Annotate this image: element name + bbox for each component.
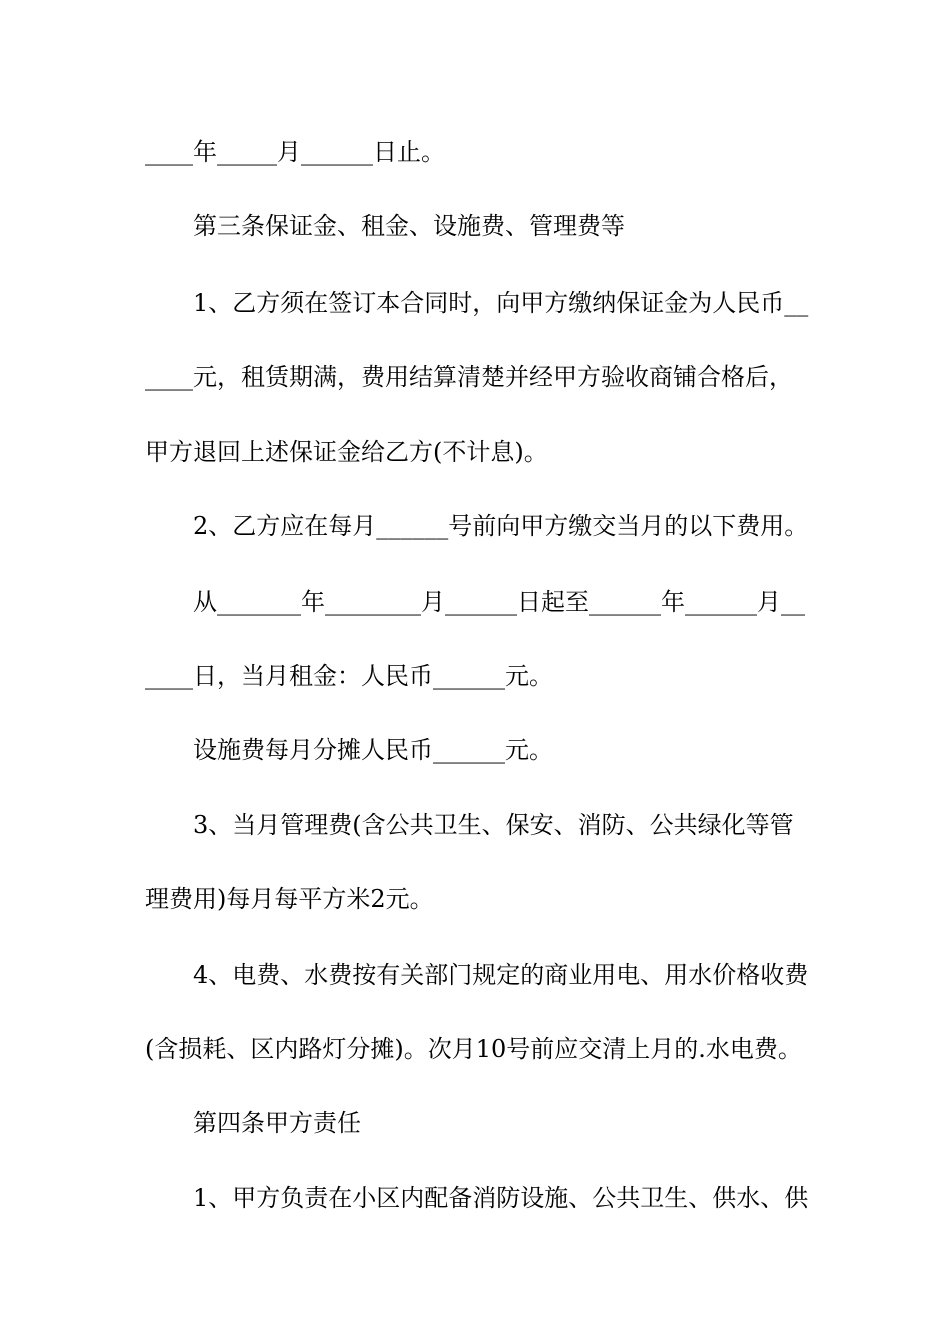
text-line: 甲方退回上述保证金给乙方(不计息)。: [145, 438, 548, 466]
text-line: 从_______年________月______日起至______年______月__: [193, 588, 805, 616]
text-line: ____日，当月租金：人民币______元。: [145, 662, 553, 690]
text-line: ____元，租赁期满，费用结算清楚并经甲方验收商铺合格后，: [145, 363, 793, 391]
text-line: 3、当月管理费(含公共卫生、保安、消防、公共绿化等管: [193, 811, 794, 839]
section-heading: 第四条甲方责任: [193, 1109, 361, 1137]
text-line: ____年_____月______日止。: [145, 138, 445, 166]
text-line: 设施费每月分摊人民币______元。: [193, 736, 553, 764]
text-line: 4、电费、水费按有关部门规定的商业用电、用水价格收费: [193, 961, 809, 989]
text-line: 2、乙方应在每月______号前向甲方缴交当月的以下费用。: [193, 512, 809, 540]
text-line: 理费用)每月每平方米2元。: [145, 885, 434, 913]
text-line: (含损耗、区内路灯分摊)。次月10号前应交清上月的.水电费。: [145, 1035, 802, 1063]
text-line: 1、乙方须在签订本合同时，向甲方缴纳保证金为人民币__: [193, 289, 809, 317]
text-line: 1、甲方负责在小区内配备消防设施、公共卫生、供水、供: [193, 1184, 809, 1212]
section-heading: 第三条保证金、租金、设施费、管理费等: [193, 212, 625, 240]
